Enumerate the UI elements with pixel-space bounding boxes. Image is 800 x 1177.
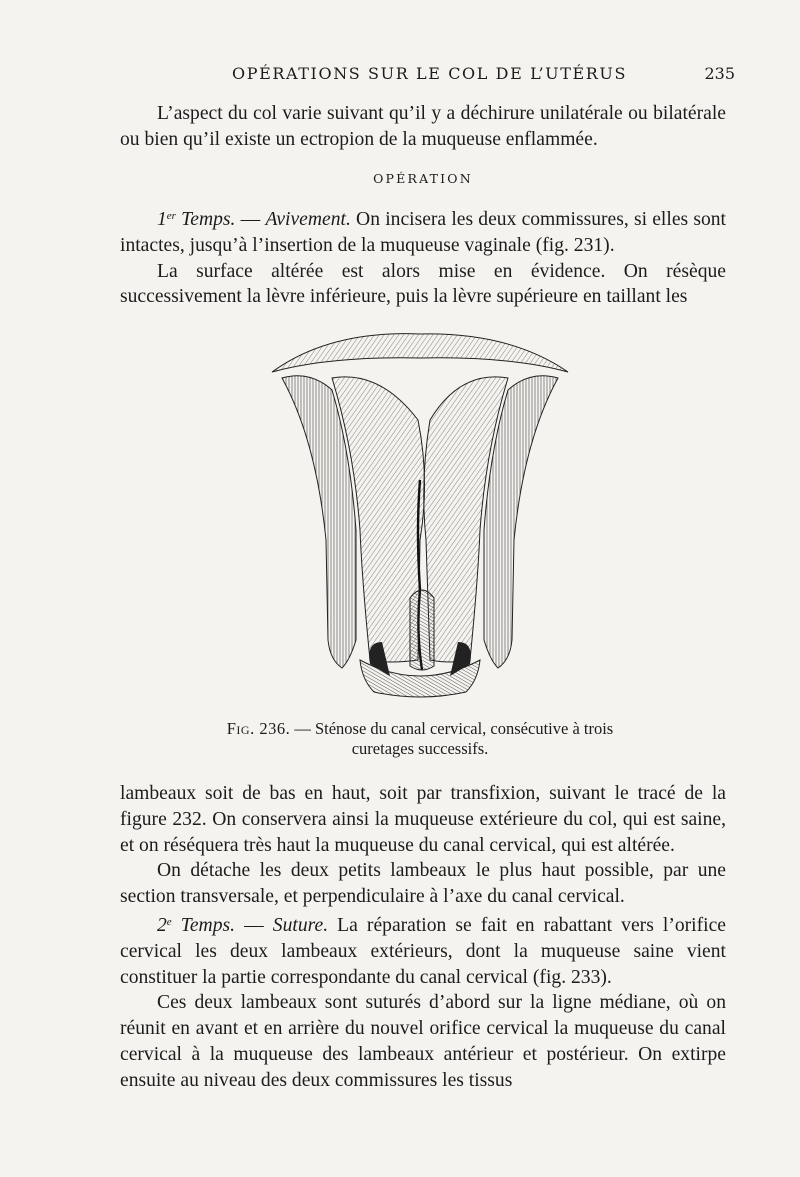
sutures-paragraph: Ces deux lambeaux sont suturés d’abord sur la ligne médiane, où on réunit en avant et en arrière du nouvel orifice cervical la muqueuse du canal cervical à la muqueuse des lambeaux antérieur et postérieur. On extirpe ensuite au niveau des deux commissures les tissus [120,992,726,1091]
step2-title: Suture. [272,914,329,936]
step1-number-suffix: er [166,210,176,222]
running-title: OPÉRATIONS SUR LE COL DE L’UTÉRUS [232,64,628,83]
step2-paragraph [120,910,726,990]
figure-number: Fig. 236. [226,719,291,738]
step1-text: On incisera les deux commissures, si elles sont intactes, jusqu’à l’insertion de la muqueuse vaginale (fig. 231). [120,209,727,256]
detache-paragraph: On détache les deux petits lambeaux le plus haut possible, par une section transversale, et perpendiculaire à l’axe du canal cervical. [120,860,726,908]
step1-paragraph [120,204,726,259]
surface-paragraph: La surface altérée est alors mise en évidence. On résèque successivement la lèvre inférieure, puis la lèvre supérieure en taillant les [120,260,726,308]
step2-number: 2 [157,914,167,936]
step1-title: Avivement. [265,209,351,230]
step1-number: 1 [157,209,167,230]
step1-label: Temps. [181,209,236,230]
section-heading: OPÉRATION [373,171,473,186]
step2-text: La réparation se fait en rabattant vers l’orifice cervical les deux lambeaux extérieurs, dont la muqueuse saine vient constituer la partie correspondante du canal cervical (fig. 233). [120,914,726,988]
step2-label: Temps. [180,914,236,936]
figure-caption-text: — Sténose du canal cervical, consécutive à trois curetages successifs. [290,719,614,758]
lambeaux-paragraph: lambeaux soit de bas en haut, soit par transfixion, suivant le tracé de la figure 232. On conservera ainsi la muqueuse extérieure du col, qui est saine, et on réséquera très haut la muqueuse du canal cervical, qui est altérée. [120,783,726,856]
figure-caption [200,719,640,758]
main-text-block [120,781,726,1094]
step1-block [120,204,726,310]
page-header [120,64,735,90]
intro-paragraph: L’aspect du col varie suivant qu’il y a déchirure unilatérale ou bilatérale ou bien qu’il existe un ectropion de la muqueuse enflammée. [120,103,726,150]
figure-uterus-illustration [270,330,570,710]
step2-dash: — [235,914,273,936]
step1-dash: — [235,209,266,230]
page-number: 235 [704,64,735,83]
step2-number-suffix: e [166,915,172,928]
intro-block [120,101,726,153]
